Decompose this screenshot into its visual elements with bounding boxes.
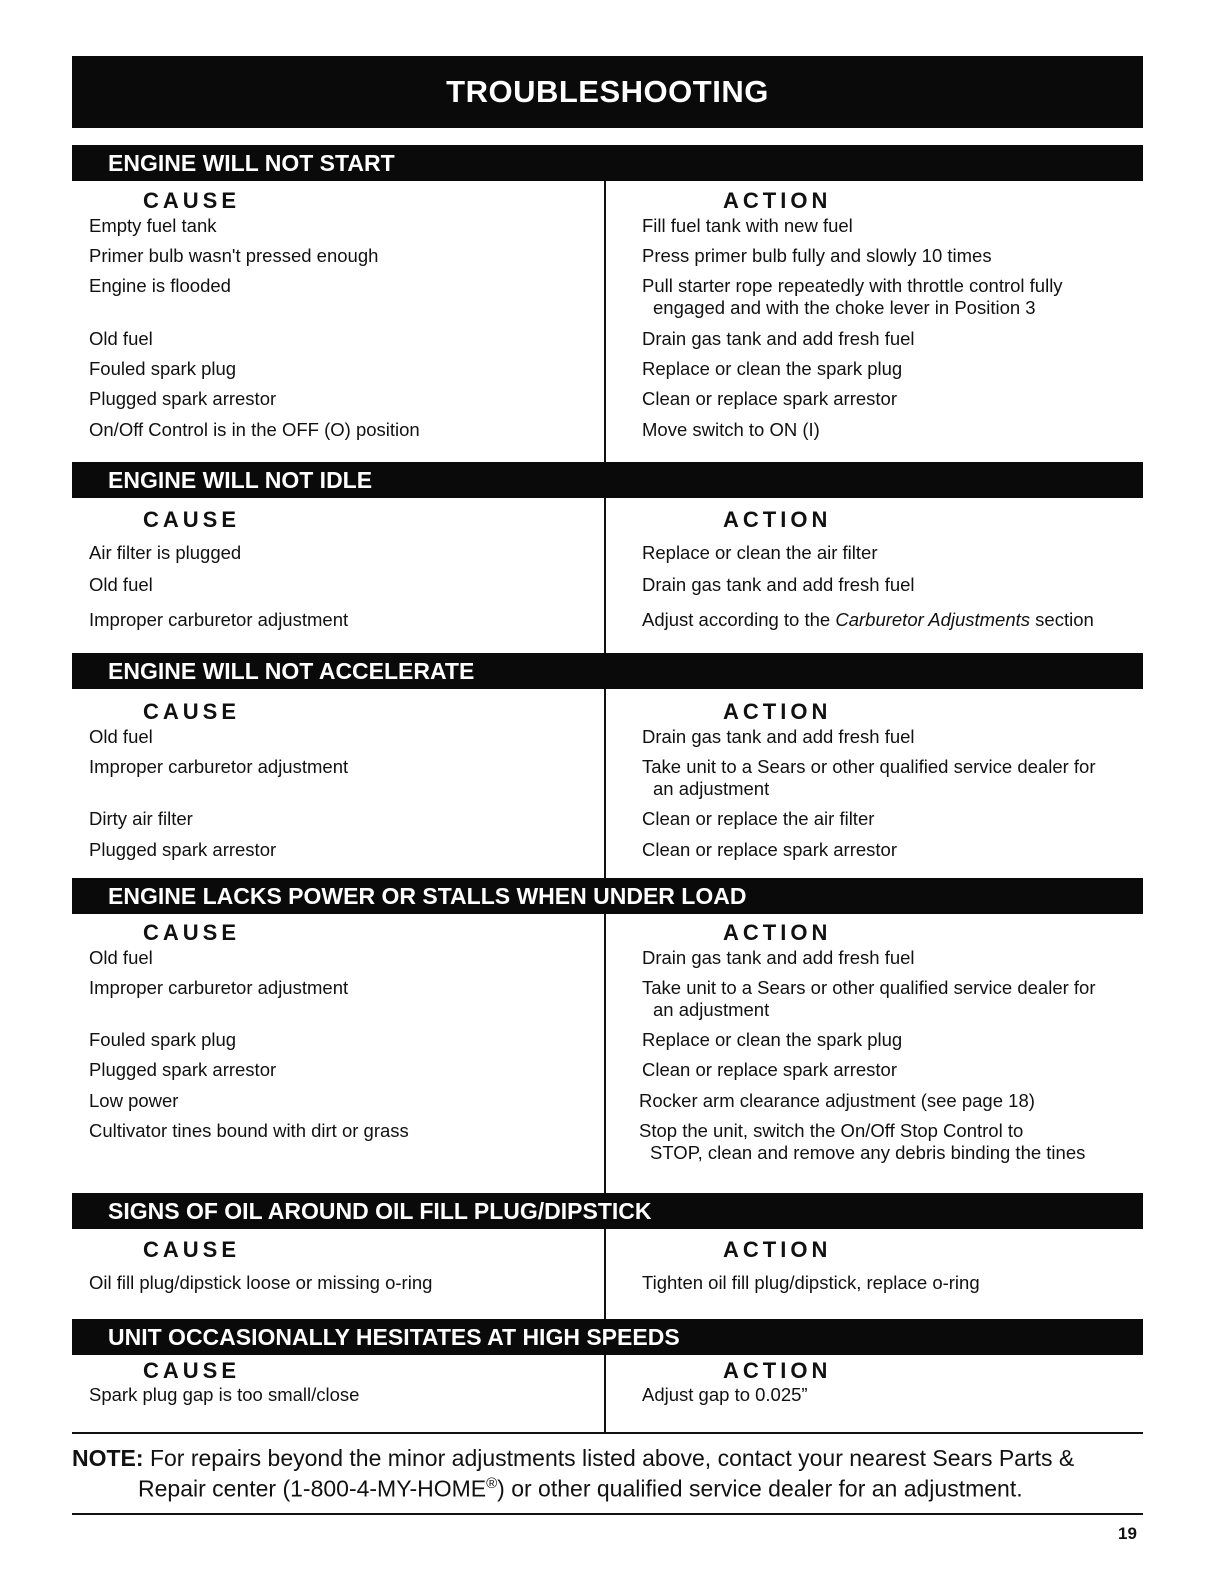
action-text: Clean or replace spark arrestor: [642, 1059, 897, 1080]
section-heading-engine-will-not-idle: ENGINE WILL NOT IDLE: [72, 462, 1143, 498]
action-text: Clean or replace the air filter: [642, 808, 875, 829]
registered-mark: ®: [486, 1475, 498, 1492]
carburetor-adjustments-reference: Carburetor Adjustments: [835, 609, 1031, 630]
section-heading-unit-hesitates: UNIT OCCASIONALLY HESITATES AT HIGH SPEEDS: [72, 1319, 1143, 1355]
action-text: Adjust gap to 0.025”: [642, 1384, 808, 1405]
cause-text: Engine is flooded: [89, 275, 231, 296]
section-heading-engine-will-not-accelerate: ENGINE WILL NOT ACCELERATE: [72, 653, 1143, 689]
cause-header: CAUSE: [143, 920, 241, 945]
cause-header: CAUSE: [143, 1358, 241, 1383]
action-text: Replace or clean the spark plug: [642, 1029, 903, 1050]
cause-header: CAUSE: [143, 507, 241, 532]
action-text-line: Stop the unit, switch the On/Off Stop Control to: [639, 1120, 1024, 1141]
action-text-continuation: an adjustment: [653, 999, 770, 1020]
action-text: Drain gas tank and add fresh fuel: [642, 726, 915, 747]
action-header: ACTION: [723, 920, 832, 945]
action-text-continuation: STOP, clean and remove any debris binding the tines: [650, 1142, 1086, 1163]
action-text-continuation: an adjustment: [653, 778, 770, 799]
section-heading-engine-will-not-start: ENGINE WILL NOT START: [72, 145, 1143, 181]
action-text: [639, 1120, 1085, 1164]
cause-header: CAUSE: [143, 188, 241, 213]
action-text: Tighten oil fill plug/dipstick, replace o-ring: [642, 1272, 980, 1293]
action-header: ACTION: [723, 699, 832, 724]
action-text: [642, 977, 1096, 1021]
cause-text: Old fuel: [89, 574, 153, 595]
column-divider: [604, 914, 606, 1193]
action-text: Clean or replace spark arrestor: [642, 388, 897, 409]
cause-text: Fouled spark plug: [89, 358, 237, 379]
cause-text: Improper carburetor adjustment: [89, 977, 349, 998]
action-header: ACTION: [723, 188, 832, 213]
cause-text: Spark plug gap is too small/close: [89, 1384, 360, 1405]
action-text-continuation: engaged and with the choke lever in Position 3: [653, 297, 1036, 318]
action-text: Clean or replace spark arrestor: [642, 839, 897, 860]
note-line-1: For repairs beyond the minor adjustments listed above, contact your nearest Sears Parts &: [143, 1445, 1075, 1471]
action-text: Replace or clean the spark plug: [642, 358, 903, 379]
cause-text: Old fuel: [89, 726, 153, 747]
cause-text: On/Off Control is in the OFF (O) position: [89, 419, 420, 440]
action-header: ACTION: [723, 1358, 832, 1383]
action-text-line: Take unit to a Sears or other qualified service dealer for: [642, 977, 1096, 998]
column-divider: [604, 689, 606, 878]
column-divider: [604, 181, 606, 462]
cause-text: Air filter is plugged: [89, 542, 242, 563]
cause-text: Dirty air filter: [89, 808, 193, 829]
page-number: 19: [1118, 1524, 1137, 1543]
cause-text: Fouled spark plug: [89, 1029, 237, 1050]
note-line-2-start: Repair center (1-800-4-MY-HOME: [138, 1475, 487, 1502]
repair-note: [72, 1445, 1143, 1502]
cause-header: CAUSE: [143, 1237, 241, 1262]
cause-text: Low power: [89, 1090, 179, 1111]
cause-text: Plugged spark arrestor: [89, 839, 277, 860]
column-divider: [604, 1355, 606, 1433]
action-text: Fill fuel tank with new fuel: [642, 215, 853, 236]
note-label: NOTE:: [72, 1445, 144, 1471]
table-bottom-rule: [72, 1432, 1143, 1434]
action-text: [642, 756, 1096, 800]
cause-text: Improper carburetor adjustment: [89, 609, 349, 630]
action-text: [642, 275, 1063, 319]
cause-text: Improper carburetor adjustment: [89, 756, 349, 777]
action-text-line: Take unit to a Sears or other qualified service dealer for: [642, 756, 1096, 777]
note-line-2-end: ) or other qualified service dealer for an adjustment.: [497, 1475, 1023, 1502]
action-text: Rocker arm clearance adjustment (see page 18): [639, 1090, 1035, 1111]
action-text: Drain gas tank and add fresh fuel: [642, 328, 915, 349]
cause-text: Old fuel: [89, 947, 153, 968]
section-heading-signs-of-oil: SIGNS OF OIL AROUND OIL FILL PLUG/DIPSTICK: [72, 1193, 1143, 1229]
cause-text: Oil fill plug/dipstick loose or missing o-ring: [89, 1272, 433, 1293]
column-divider: [604, 1229, 606, 1319]
page-title: TROUBLESHOOTING: [72, 56, 1143, 128]
action-text: [642, 609, 1094, 631]
cause-header: CAUSE: [143, 699, 241, 724]
section-heading-engine-lacks-power: ENGINE LACKS POWER OR STALLS WHEN UNDER LOAD: [72, 878, 1143, 914]
action-text: Drain gas tank and add fresh fuel: [642, 947, 915, 968]
note-line-2: [72, 1471, 1143, 1502]
action-text: Move switch to ON (I): [642, 419, 820, 440]
column-divider: [604, 498, 606, 653]
cause-text: Primer bulb wasn't pressed enough: [89, 245, 379, 266]
action-header: ACTION: [723, 1237, 832, 1262]
footer-rule: [72, 1513, 1143, 1515]
cause-text: Plugged spark arrestor: [89, 388, 277, 409]
action-text: Drain gas tank and add fresh fuel: [642, 574, 915, 595]
cause-text: Plugged spark arrestor: [89, 1059, 277, 1080]
action-text: Replace or clean the air filter: [642, 542, 878, 563]
cause-text: Empty fuel tank: [89, 215, 217, 236]
cause-text: Cultivator tines bound with dirt or grass: [89, 1120, 409, 1141]
action-text: Press primer bulb fully and slowly 10 times: [642, 245, 992, 266]
cause-text: Old fuel: [89, 328, 153, 349]
action-text-part: Adjust according to the: [642, 609, 836, 630]
action-text-part: section: [1030, 609, 1094, 630]
action-text-line: Pull starter rope repeatedly with throttle control fully: [642, 275, 1063, 296]
action-header: ACTION: [723, 507, 832, 532]
